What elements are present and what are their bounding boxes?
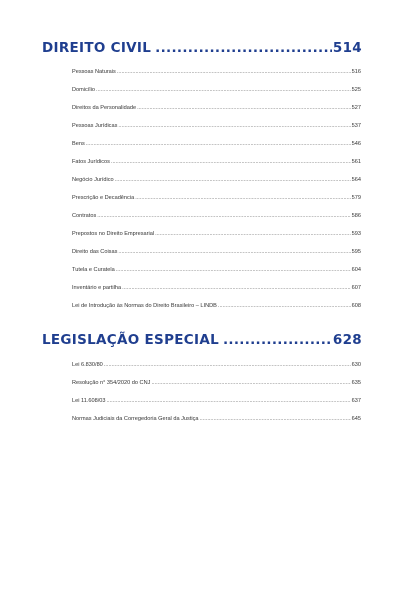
- section-heading[interactable]: [42, 332, 362, 348]
- entry-page-number: 546: [351, 141, 361, 147]
- entry-title: Bens: [72, 141, 85, 147]
- entry-page-number: 593: [351, 231, 361, 237]
- entry-title: Direito das Coisas: [72, 249, 118, 255]
- entry-page-number: 564: [351, 177, 361, 183]
- toc-entry[interactable]: [72, 171, 361, 189]
- toc-entry[interactable]: [72, 225, 361, 243]
- entry-title: Tutela e Curatela: [72, 267, 115, 273]
- dot-leader: [107, 392, 351, 410]
- entry-page-number: 637: [351, 398, 361, 404]
- dot-leader: [118, 117, 350, 135]
- section-page-number: 514: [332, 40, 362, 56]
- section-title: LEGISLAÇÃO ESPECIAL: [42, 332, 219, 348]
- entry-page-number: 608: [351, 303, 361, 309]
- section-direito-civil: [42, 40, 362, 56]
- toc-entry[interactable]: [72, 410, 361, 428]
- section-heading[interactable]: [42, 40, 362, 56]
- dot-leader: [122, 279, 351, 297]
- entry-title: Lei de Introdução às Normas do Direito Brasileiro – LINDB: [72, 303, 217, 309]
- dot-leader: [135, 189, 350, 207]
- toc-entry[interactable]: [72, 279, 361, 297]
- toc-entry[interactable]: [72, 63, 361, 81]
- toc-entry[interactable]: [72, 356, 361, 374]
- toc-entry[interactable]: [72, 81, 361, 99]
- dot-leader: [223, 332, 332, 348]
- dot-leader: [97, 207, 350, 225]
- toc-entry[interactable]: [72, 189, 361, 207]
- entry-title: Lei 11.608/03: [72, 398, 106, 404]
- dot-leader: [111, 153, 351, 171]
- dot-leader: [151, 374, 350, 392]
- dot-leader: [155, 40, 332, 56]
- toc-entry[interactable]: [72, 261, 361, 279]
- entry-title: Direitos da Personalidade: [72, 105, 137, 111]
- entry-page-number: 579: [351, 195, 361, 201]
- dot-leader: [117, 63, 351, 81]
- dot-leader: [118, 243, 350, 261]
- toc-entry[interactable]: [72, 243, 361, 261]
- entry-title: Domicílio: [72, 87, 96, 93]
- entry-title: Pessoas Naturais: [72, 69, 116, 75]
- entry-title: Prescrição e Decadência: [72, 195, 135, 201]
- entry-page-number: 561: [351, 159, 361, 165]
- entry-list-legislacao-especial: [72, 356, 361, 428]
- entry-page-number: 516: [351, 69, 361, 75]
- dot-leader: [155, 225, 351, 243]
- entry-title: Pessoas Jurídicas: [72, 123, 118, 129]
- entry-page-number: 607: [351, 285, 361, 291]
- entry-page-number: 525: [351, 87, 361, 93]
- entry-list-direito-civil: [72, 63, 361, 315]
- entry-page-number: 645: [351, 416, 361, 422]
- toc-entry[interactable]: [72, 117, 361, 135]
- section-page-number: 628: [332, 332, 362, 348]
- entry-title: Contratos: [72, 213, 97, 219]
- section-title: DIREITO CIVIL: [42, 40, 152, 56]
- dot-leader: [104, 356, 351, 374]
- entry-page-number: 635: [351, 380, 361, 386]
- toc-entry[interactable]: [72, 99, 361, 117]
- dot-leader: [200, 410, 351, 428]
- entry-page-number: 586: [351, 213, 361, 219]
- entry-title: Prepostos no Direito Empresarial: [72, 231, 155, 237]
- entry-page-number: 595: [351, 249, 361, 255]
- entry-page-number: 630: [351, 362, 361, 368]
- entry-title: Resolução n° 354/2020 do CNJ: [72, 380, 151, 386]
- dot-leader: [96, 81, 351, 99]
- entry-page-number: 604: [351, 267, 361, 273]
- entry-page-number: 537: [351, 123, 361, 129]
- toc-entry[interactable]: [72, 374, 361, 392]
- toc-entry[interactable]: [72, 297, 361, 315]
- dot-leader: [115, 171, 351, 189]
- entry-title: Fatos Jurídicos: [72, 159, 110, 165]
- section-legislacao-especial: [42, 332, 362, 348]
- entry-title: Inventário e partilha: [72, 285, 122, 291]
- toc-entry[interactable]: [72, 153, 361, 171]
- dot-leader: [86, 135, 351, 153]
- dot-leader: [218, 297, 351, 315]
- toc-entry[interactable]: [72, 207, 361, 225]
- entry-page-number: 527: [351, 105, 361, 111]
- entry-title: Lei 6.830/80: [72, 362, 103, 368]
- dot-leader: [137, 99, 351, 117]
- dot-leader: [116, 261, 351, 279]
- entry-title: Normas Judiciais da Corregedoria Geral da Justiça: [72, 416, 199, 422]
- toc-entry[interactable]: [72, 392, 361, 410]
- toc-entry[interactable]: [72, 135, 361, 153]
- entry-title: Negócio Jurídico: [72, 177, 114, 183]
